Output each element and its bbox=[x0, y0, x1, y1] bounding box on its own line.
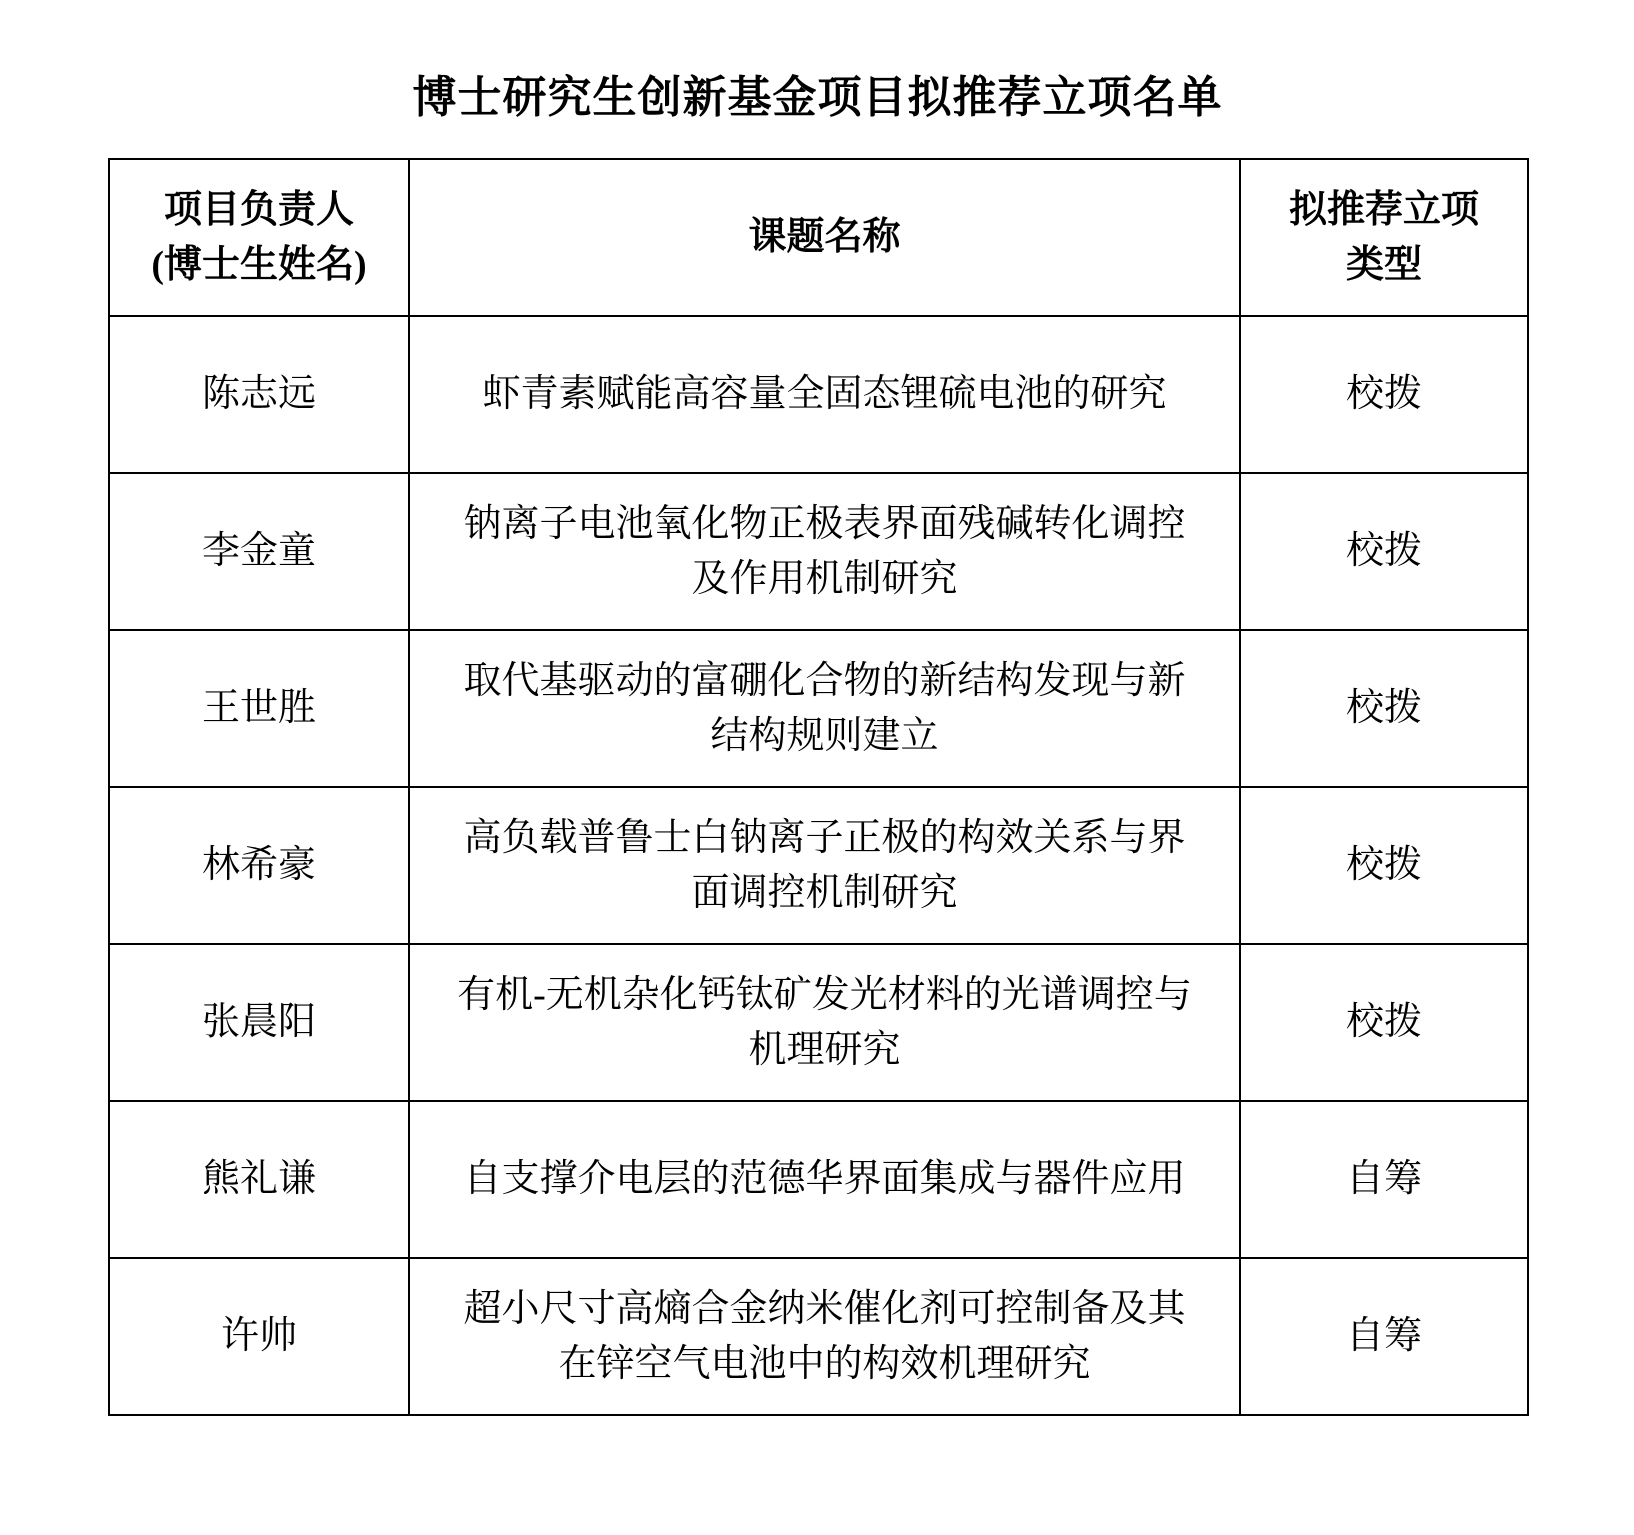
cell-project-title: 高负载普鲁士白钠离子正极的构效关系与界面调控机制研究 bbox=[409, 787, 1240, 944]
header-cell-leader bbox=[109, 159, 409, 316]
header-type-line2: 类型 bbox=[1345, 243, 1422, 286]
cell-student-name: 王世胜 bbox=[109, 630, 409, 787]
cell-project-title: 取代基驱动的富硼化合物的新结构发现与新结构规则建立 bbox=[409, 630, 1240, 787]
table-row bbox=[109, 1101, 1528, 1258]
cell-project-title: 自支撑介电层的范德华界面集成与器件应用 bbox=[409, 1101, 1240, 1258]
header-row bbox=[109, 159, 1528, 316]
table-row bbox=[109, 944, 1528, 1101]
cell-project-title: 有机-无机杂化钙钛矿发光材料的光谱调控与机理研究 bbox=[409, 944, 1240, 1101]
page-title: 博士研究生创新基金项目拟推荐立项名单 bbox=[412, 73, 1223, 122]
cell-project-title: 超小尺寸高熵合金纳米催化剂可控制备及其在锌空气电池中的构效机理研究 bbox=[409, 1258, 1240, 1415]
cell-student-name: 熊礼谦 bbox=[109, 1101, 409, 1258]
cell-funding-type: 校拨 bbox=[1240, 944, 1528, 1101]
header-leader-line1: 项目负责人 bbox=[163, 188, 354, 231]
header-cell-type bbox=[1240, 159, 1528, 316]
header-type-line1: 拟推荐立项 bbox=[1288, 188, 1479, 231]
cell-funding-type: 校拨 bbox=[1240, 473, 1528, 630]
table-row bbox=[109, 1258, 1528, 1415]
cell-funding-type: 自筹 bbox=[1240, 1258, 1528, 1415]
header-title-line1: 课题名称 bbox=[748, 216, 901, 258]
table-row bbox=[109, 316, 1528, 473]
cell-project-title: 钠离子电池氧化物正极表界面残碱转化调控及作用机制研究 bbox=[409, 473, 1240, 630]
cell-student-name: 张晨阳 bbox=[109, 944, 409, 1101]
header-leader-line2: (博士生姓名) bbox=[151, 243, 367, 286]
cell-funding-type: 校拨 bbox=[1240, 316, 1528, 473]
cell-funding-type: 自筹 bbox=[1240, 1101, 1528, 1258]
table-row bbox=[109, 473, 1528, 630]
cell-student-name: 李金童 bbox=[109, 473, 409, 630]
project-table bbox=[108, 158, 1529, 1416]
cell-student-name: 林希豪 bbox=[109, 787, 409, 944]
table-row bbox=[109, 787, 1528, 944]
cell-project-title: 虾青素赋能高容量全固态锂硫电池的研究 bbox=[409, 316, 1240, 473]
header-cell-title bbox=[409, 159, 1240, 316]
table-row bbox=[109, 630, 1528, 787]
cell-funding-type: 校拨 bbox=[1240, 787, 1528, 944]
cell-student-name: 许帅 bbox=[109, 1258, 409, 1415]
cell-funding-type: 校拨 bbox=[1240, 630, 1528, 787]
cell-student-name: 陈志远 bbox=[109, 316, 409, 473]
